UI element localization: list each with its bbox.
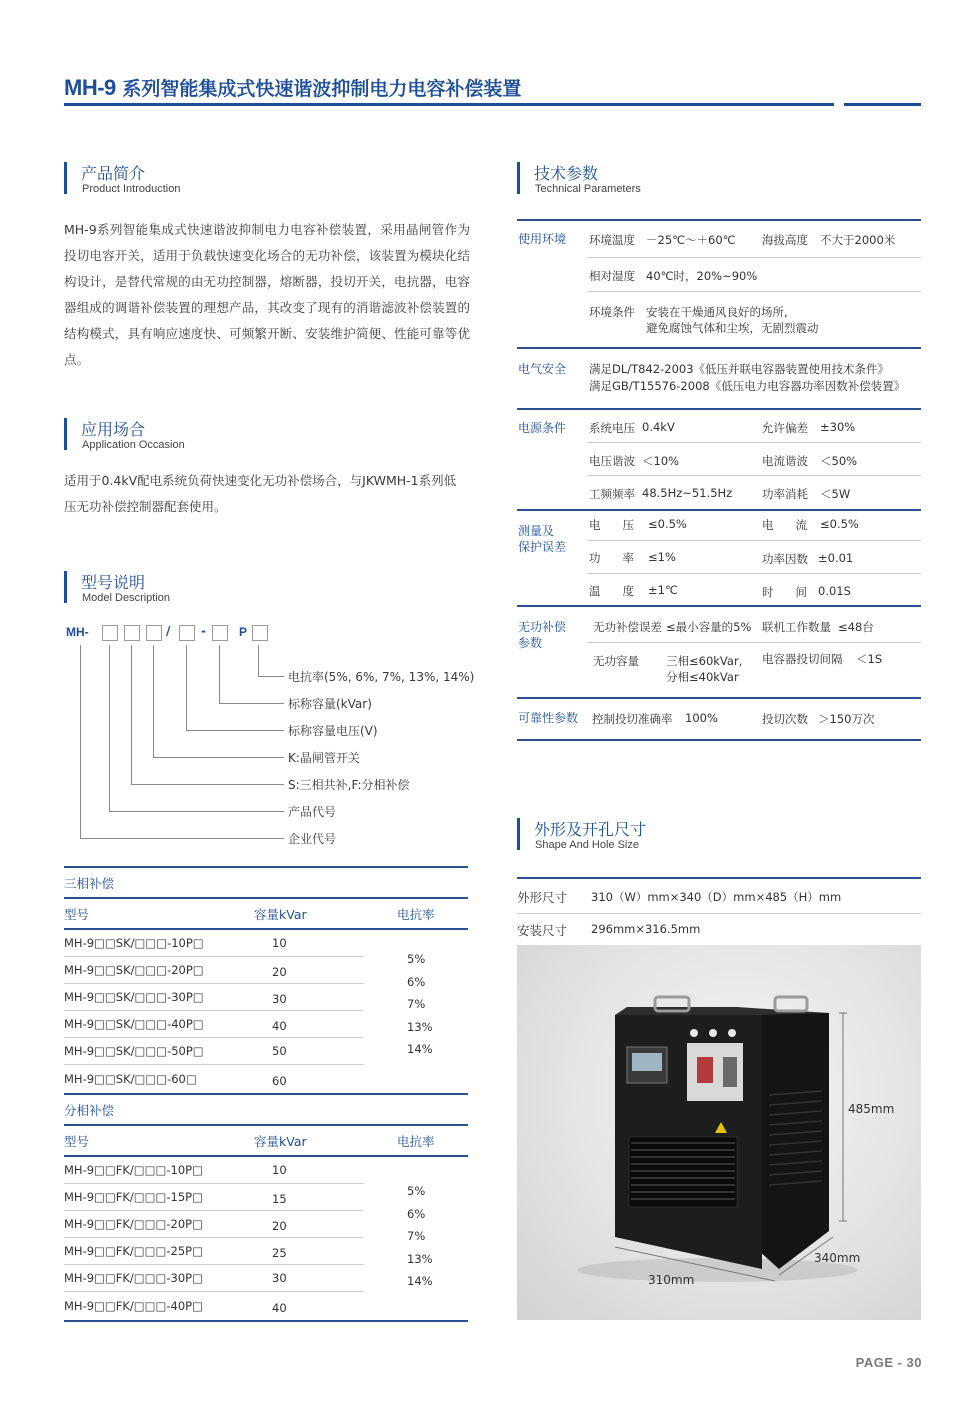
param-rule bbox=[517, 509, 921, 511]
param-value: ＜5W bbox=[820, 487, 851, 501]
param-value: －25℃～＋60℃ bbox=[646, 233, 736, 247]
param-key: 环境条件 bbox=[589, 305, 635, 319]
param-rule bbox=[517, 605, 921, 607]
cell-capacity: 10 bbox=[272, 1163, 287, 1177]
three-phase-rows bbox=[64, 930, 364, 1093]
connector-line bbox=[186, 645, 187, 730]
page-title: MH-9 系列智能集成式快速谐波抑制电力电容补偿装置 bbox=[64, 75, 522, 100]
section-title-application: 应用场合 bbox=[81, 420, 146, 439]
application-text: 适用于0.4kV配电系统负荷快速变化无功补偿场合，与JKWMH-1系列低压无功补偿控制器配套使用。 bbox=[64, 473, 457, 514]
param-group-reliability: 可靠性参数 bbox=[518, 711, 579, 725]
param-rule bbox=[517, 347, 921, 349]
param-key: 功率消耗 bbox=[762, 487, 808, 501]
param-group-safety: 电气安全 bbox=[518, 362, 567, 376]
cell-capacity: 60 bbox=[272, 1074, 287, 1088]
param-group-reactive: 无功补偿 参数 bbox=[518, 620, 567, 650]
cell-capacity: 10 bbox=[272, 936, 287, 950]
table-rule bbox=[64, 1124, 468, 1126]
column-header-ratio: 电抗率 bbox=[397, 1134, 435, 1149]
cell-model: MH-9□□SK/□□□-10P□ bbox=[64, 936, 204, 950]
cell-capacity: 30 bbox=[272, 992, 287, 1006]
param-value: ＜1S bbox=[856, 652, 883, 666]
param-value: 满足DL/T842-2003《低压并联电容器装置使用技术条件》 bbox=[589, 362, 890, 376]
param-rule bbox=[587, 475, 921, 476]
split-phase-rows bbox=[64, 1157, 364, 1320]
cell-model: MH-9□□FK/□□□-15P□ bbox=[64, 1190, 203, 1204]
connector-line bbox=[219, 703, 284, 704]
param-key: 控制投切准确率 bbox=[592, 712, 673, 726]
model-label-capacity: 标称容量(kVar) bbox=[288, 697, 372, 711]
section-subtitle-dimensions: Shape And Hole Size bbox=[535, 839, 639, 851]
param-rule bbox=[517, 739, 921, 741]
outer-size-key: 外形尺寸 bbox=[517, 890, 568, 905]
param-key: 系统电压 bbox=[589, 421, 635, 435]
param-rule bbox=[587, 573, 921, 574]
section-bar bbox=[517, 162, 520, 194]
table-rule bbox=[64, 1093, 468, 1095]
param-value: 三相≤60kVar, bbox=[666, 654, 743, 668]
table-row bbox=[64, 1011, 364, 1038]
table-rule bbox=[64, 866, 468, 868]
param-key: 电压谐波 bbox=[589, 454, 635, 468]
param-group-power: 电源条件 bbox=[518, 421, 567, 435]
cell-capacity: 20 bbox=[272, 965, 287, 979]
cell-model: MH-9□□FK/□□□-20P□ bbox=[64, 1217, 203, 1231]
model-label-compensation: S:三相共补,F:分相补偿 bbox=[288, 778, 410, 792]
param-value: ≤48台 bbox=[838, 620, 874, 634]
cell-model: MH-9□□FK/□□□-30P□ bbox=[64, 1271, 203, 1285]
cell-model: MH-9□□FK/□□□-10P□ bbox=[64, 1163, 203, 1177]
three-phase-title: 三相补偿 bbox=[64, 876, 115, 891]
table-row bbox=[64, 930, 364, 957]
intro-text: MH-9系列智能集成式快速谐波抑制电力电容补偿装置，采用晶闸管作为投切电容开关，适用于负载快速变化场合的无功补偿，该装置为模块化结构设计，是替代常规的由无功控制器，熔断器，投切开关，电抗器，电容器组成的调谐补偿装置的理想产品，其改变了现有的消谐滤波补偿装置的结构模式，具有响应速度快、可频繁开断、安装维护简便、性能可靠等优点。 bbox=[64, 222, 470, 367]
cell-model: MH-9□□SK/□□□-60□ bbox=[64, 1072, 197, 1086]
param-rule bbox=[517, 219, 921, 221]
param-value: 不大于2000米 bbox=[820, 233, 896, 247]
code-box bbox=[179, 625, 195, 641]
param-key: 无功容量 bbox=[593, 654, 639, 668]
param-key: 功 率 bbox=[589, 551, 634, 565]
table-row bbox=[64, 1292, 364, 1320]
dim-rule bbox=[517, 913, 921, 914]
cell-capacity: 50 bbox=[272, 1044, 287, 1058]
cell-capacity: 40 bbox=[272, 1301, 287, 1315]
param-value: ＜10% bbox=[642, 454, 680, 468]
model-label-company-code: 企业代号 bbox=[288, 832, 337, 846]
split-phase-title: 分相补偿 bbox=[64, 1103, 115, 1118]
three-phase-ratios: 5% 6% 7% 13% 14% bbox=[407, 952, 433, 1057]
section-subtitle-tech: Technical Parameters bbox=[535, 183, 641, 195]
table-row bbox=[64, 984, 364, 1011]
column-header-model: 型号 bbox=[64, 907, 90, 922]
param-key: 环境温度 bbox=[589, 233, 635, 247]
param-value: ±0.01 bbox=[818, 551, 854, 565]
cell-capacity: 15 bbox=[272, 1192, 287, 1206]
width-label: 310mm bbox=[648, 1273, 695, 1287]
param-key: 联机工作数量 bbox=[762, 620, 831, 634]
param-key: 时 间 bbox=[762, 585, 807, 599]
code-slash: / bbox=[166, 624, 171, 638]
code-box bbox=[252, 625, 268, 641]
param-key: 投切次数 bbox=[762, 712, 808, 726]
connector-line bbox=[109, 811, 284, 812]
header-rule-short bbox=[844, 103, 921, 106]
product-photo bbox=[517, 945, 921, 1320]
cell-capacity: 20 bbox=[272, 1219, 287, 1233]
split-phase-ratios: 5% 6% 7% 13% 14% bbox=[407, 1184, 433, 1289]
code-box bbox=[124, 625, 140, 641]
param-value: ≤1% bbox=[648, 550, 676, 564]
cell-model: MH-9□□SK/□□□-50P□ bbox=[64, 1044, 204, 1058]
param-value: 安装在干燥通风良好的场所, bbox=[646, 305, 788, 319]
param-value: ≤最小容量的5% bbox=[666, 620, 752, 634]
connector-line bbox=[80, 645, 81, 838]
param-rule bbox=[587, 442, 921, 443]
param-value: ≤0.5% bbox=[648, 517, 687, 531]
cell-model: MH-9□□SK/□□□-40P□ bbox=[64, 1017, 204, 1031]
param-key: 相对湿度 bbox=[589, 269, 635, 283]
cell-model: MH-9□□FK/□□□-25P□ bbox=[64, 1244, 203, 1258]
column-header-capacity: 容量kVar bbox=[254, 1134, 307, 1149]
table-row bbox=[64, 1065, 364, 1093]
model-label-product-code: 产品代号 bbox=[288, 805, 337, 819]
code-dash: - bbox=[201, 624, 206, 638]
height-label: 485mm bbox=[848, 1102, 895, 1116]
cell-capacity: 30 bbox=[272, 1271, 287, 1285]
section-title-tech: 技术参数 bbox=[534, 164, 599, 183]
cell-model: MH-9□□SK/□□□-20P□ bbox=[64, 963, 204, 977]
param-value: 满足GB/T15576-2008《低压电力电容器功率因数补偿装置》 bbox=[589, 379, 906, 393]
param-key: 功率因数 bbox=[762, 552, 808, 566]
section-bar bbox=[517, 818, 520, 850]
table-row bbox=[64, 957, 364, 984]
table-rule bbox=[64, 1320, 468, 1322]
param-key: 电流谐波 bbox=[762, 454, 808, 468]
param-key: 允许偏差 bbox=[762, 421, 808, 435]
param-rule bbox=[517, 697, 921, 699]
section-subtitle-application: Application Occasion bbox=[82, 439, 185, 451]
model-label-switch: K:晶闸管开关 bbox=[288, 751, 360, 765]
param-key: 无功补偿误差 bbox=[593, 620, 662, 634]
install-size-value: 296mm×316.5mm bbox=[591, 922, 701, 936]
param-value: 分相≤40kVar bbox=[666, 670, 739, 684]
code-box bbox=[212, 625, 228, 641]
param-value: ±1℃ bbox=[648, 583, 678, 597]
connector-line bbox=[153, 757, 284, 758]
connector-line bbox=[258, 676, 284, 677]
connector-line bbox=[109, 645, 110, 811]
param-rule bbox=[587, 257, 921, 258]
param-key: 工频频率 bbox=[589, 487, 635, 501]
connector-line bbox=[186, 730, 284, 731]
install-size-key: 安装尺寸 bbox=[517, 923, 568, 938]
param-value: 40℃时，20%~90% bbox=[646, 269, 758, 283]
section-title-dimensions: 外形及开孔尺寸 bbox=[534, 820, 647, 839]
param-value: ≤0.5% bbox=[820, 517, 859, 531]
connector-line bbox=[80, 838, 284, 839]
dim-rule bbox=[517, 877, 921, 879]
param-key: 温 度 bbox=[589, 584, 634, 598]
model-label-reactance: 电抗率(5%, 6%, 7%, 13%, 14%) bbox=[288, 670, 475, 684]
cell-model: MH-9□□FK/□□□-40P□ bbox=[64, 1299, 203, 1313]
param-key: 电容器投切间隔 bbox=[762, 652, 843, 666]
column-header-capacity: 容量kVar bbox=[254, 907, 307, 922]
connector-line bbox=[131, 784, 284, 785]
connector-line bbox=[131, 645, 132, 784]
section-title-intro: 产品简介 bbox=[81, 164, 146, 183]
column-header-ratio: 电抗率 bbox=[397, 907, 435, 922]
section-subtitle-intro: Product Introduction bbox=[82, 183, 181, 195]
cell-model: MH-9□□SK/□□□-30P□ bbox=[64, 990, 204, 1004]
param-value: 48.5Hz~51.5Hz bbox=[642, 486, 733, 500]
table-row bbox=[64, 1211, 364, 1238]
model-prefix: MH- bbox=[66, 625, 89, 639]
code-box bbox=[102, 625, 118, 641]
table-row bbox=[64, 1265, 364, 1292]
param-value: 100% bbox=[685, 711, 718, 725]
param-value: ＞150万次 bbox=[818, 712, 875, 726]
product-illustration bbox=[517, 945, 921, 1320]
table-row bbox=[64, 1157, 364, 1184]
table-rule bbox=[64, 897, 468, 899]
code-box bbox=[146, 625, 162, 641]
param-rule bbox=[587, 540, 921, 541]
code-p: P bbox=[239, 625, 248, 639]
param-group-environment: 使用环境 bbox=[518, 232, 567, 246]
param-key: 海拔高度 bbox=[762, 233, 808, 247]
depth-label: 340mm bbox=[814, 1251, 861, 1265]
param-value: 0.01S bbox=[818, 584, 851, 598]
param-key: 电 流 bbox=[762, 518, 807, 532]
table-row bbox=[64, 1184, 364, 1211]
outer-size-value: 310（W）mm×340（D）mm×485（H）mm bbox=[591, 890, 842, 904]
connector-line bbox=[258, 645, 259, 676]
param-rule bbox=[517, 408, 921, 410]
model-code-diagram bbox=[0, 0, 475, 860]
page-number: PAGE - 30 bbox=[855, 1355, 922, 1370]
table-row bbox=[64, 1038, 364, 1065]
param-rule bbox=[587, 642, 921, 643]
cell-capacity: 25 bbox=[272, 1246, 287, 1260]
param-rule bbox=[587, 291, 921, 292]
param-value: ＜50% bbox=[820, 454, 858, 468]
cell-capacity: 40 bbox=[272, 1019, 287, 1033]
param-key: 电 压 bbox=[589, 518, 634, 532]
column-header-model: 型号 bbox=[64, 1134, 90, 1149]
table-row bbox=[64, 1238, 364, 1265]
param-value: 0.4kV bbox=[642, 420, 675, 434]
param-value: ±30% bbox=[820, 420, 856, 434]
param-value: 避免腐蚀气体和尘埃，无剧烈震动 bbox=[646, 321, 819, 335]
section-subtitle-model: Model Description bbox=[82, 592, 171, 604]
section-title-model: 型号说明 bbox=[81, 573, 146, 592]
param-group-measure: 测量及 保护误差 bbox=[518, 524, 567, 554]
model-label-voltage: 标称容量电压(V) bbox=[288, 724, 378, 738]
connector-line bbox=[153, 645, 154, 757]
connector-line bbox=[219, 645, 220, 703]
